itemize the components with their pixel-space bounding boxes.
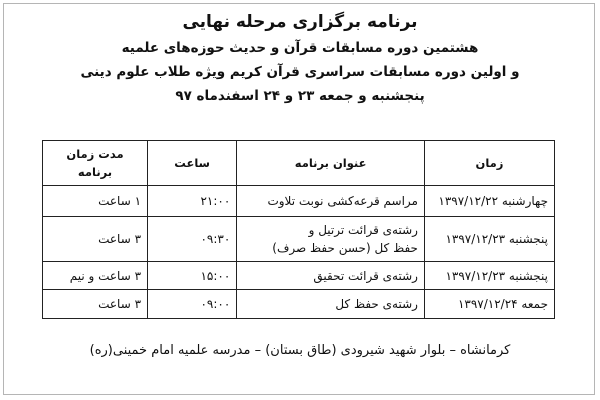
row-duration: ۳ ساعت و نیم — [43, 262, 148, 290]
row-time: ۰۹:۳۰ — [148, 217, 237, 262]
row-duration: ۳ ساعت — [43, 290, 148, 319]
header-block — [10, 8, 590, 108]
row-time: ۰۹:۰۰ — [148, 290, 237, 319]
table-row — [43, 217, 555, 262]
row-title-line-2: حفظ کل (حسن حفظ صرف) — [272, 241, 418, 255]
row-date: پنجشنبه ۱۳۹۷/۱۲/۲۳ — [424, 262, 554, 290]
row-program-title — [237, 290, 425, 319]
row-title-line-1: رشته‌ی حفظ کل — [335, 297, 418, 311]
header-duration-line-1: مدت زمان — [66, 147, 124, 161]
row-program-title — [237, 262, 425, 290]
subtitle-line-2: و اولین دوره مسابقات سراسری قرآن کریم ویژه طلاب علوم دینی — [80, 64, 520, 80]
row-title-line-1: مراسم قرعه‌کشی نوبت تلاوت — [267, 194, 418, 208]
table-header-row — [43, 141, 555, 186]
footer-address: کرمانشاه – بلوار شهید شیرودی (طاق بستان) – مدرسه علمیه امام خمینی(ره) — [89, 343, 511, 358]
row-date: چهارشنبه ۱۳۹۷/۱۲/۲۲ — [424, 186, 554, 217]
header-duration-line-2: برنامه — [77, 165, 113, 179]
row-program-title — [237, 186, 425, 217]
table-row — [43, 262, 555, 290]
header-duration — [43, 141, 148, 186]
row-title-line-1: رشته‌ی قرائت تحقیق — [313, 268, 418, 283]
row-duration: ۱ ساعت — [43, 186, 148, 217]
row-duration: ۳ ساعت — [43, 217, 148, 262]
row-time: ۱۵:۰۰ — [148, 262, 237, 290]
row-title-line-1: رشته‌ی قرائت ترتیل و — [308, 223, 418, 237]
header-date: زمان — [424, 141, 554, 186]
event-dates: پنجشنبه و جمعه ۲۳ و ۲۴ اسفندماه ۹۷ — [175, 88, 425, 104]
table-row — [43, 186, 555, 217]
schedule-table — [42, 140, 555, 319]
table-row — [43, 290, 555, 319]
row-program-title — [237, 217, 425, 262]
header-program-title: عنوان برنامه — [237, 141, 425, 186]
document-title: برنامه برگزاری مرحله نهایی — [182, 12, 418, 32]
row-time: ۲۱:۰۰ — [148, 186, 237, 217]
subtitle-line-1: هشتمین دوره مسابقات قرآن و حدیث حوزه‌های علمیه — [121, 40, 479, 56]
header-time: ساعت — [148, 141, 237, 186]
row-date: جمعه ۱۳۹۷/۱۲/۲۴ — [424, 290, 554, 319]
row-date: پنجشنبه ۱۳۹۷/۱۲/۲۳ — [424, 217, 554, 262]
